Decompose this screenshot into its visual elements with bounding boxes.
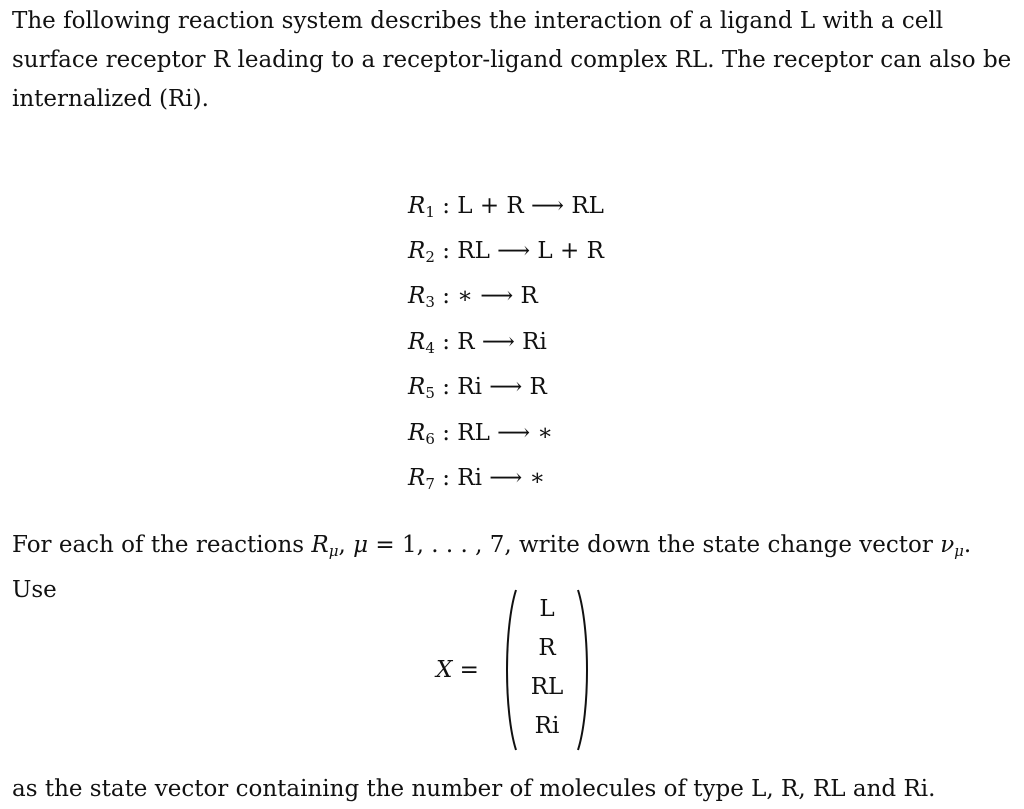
- r-mu-symbol: $R_\mu$: [311, 532, 339, 560]
- reaction-label: $R_2$: [408, 238, 435, 266]
- left-paren-icon: [502, 588, 518, 752]
- reaction-label: $R_5$: [408, 374, 435, 402]
- reaction-label: $R_1$: [408, 193, 435, 221]
- state-entry-ri: Ri: [534, 713, 560, 739]
- reaction-label: $R_6$: [408, 420, 435, 448]
- state-entry-r: R: [538, 635, 556, 661]
- reaction-equation: : Ri ⟶ R: [442, 374, 547, 400]
- reaction-r4: [408, 322, 547, 362]
- reaction-equation: : RL ⟶ L + R: [442, 238, 604, 264]
- state-vector-entries: [520, 590, 574, 746]
- closing-paragraph: as the state vector containing the number of molecules of type L, R, RL and Ri.: [12, 776, 936, 802]
- right-paren-icon: [576, 588, 592, 752]
- reaction-r2: [408, 231, 604, 271]
- nu-mu-symbol: $\nu_\mu$: [940, 532, 964, 560]
- state-entry-rl: RL: [530, 674, 564, 700]
- reaction-equation: : RL ⟶ ∗: [442, 420, 554, 446]
- state-entry-l: L: [539, 596, 555, 622]
- reaction-r3: [408, 276, 538, 316]
- state-vector-lhs: X =: [436, 657, 479, 683]
- reaction-r6: [408, 413, 553, 453]
- reaction-label: $R_3$: [408, 283, 435, 311]
- instruction-line: For each of the reactions $R_\mu$, μ = 1, . . . , 7, write down the state change vector $\nu_\mu$. Use: [12, 532, 972, 603]
- reaction-r1: [408, 186, 604, 226]
- reaction-label: $R_7$: [408, 465, 435, 493]
- reaction-equation: : R ⟶ Ri: [442, 329, 547, 355]
- mu-symbol: μ: [353, 532, 369, 558]
- reaction-equation: : ∗ ⟶ R: [442, 283, 538, 309]
- reaction-label: $R_4$: [408, 329, 435, 357]
- reaction-r5: [408, 367, 547, 407]
- reaction-r7: [408, 458, 545, 498]
- reaction-equation: : L + R ⟶ RL: [442, 193, 604, 219]
- reaction-equation: : Ri ⟶ ∗: [442, 465, 546, 491]
- state-vector: [436, 588, 636, 752]
- intro-paragraph: The following reaction system describes the interaction of a ligand L with a cell surface receptor R leading to a receptor-ligand complex RL. The receptor can also be internalized (Ri).: [12, 8, 1012, 112]
